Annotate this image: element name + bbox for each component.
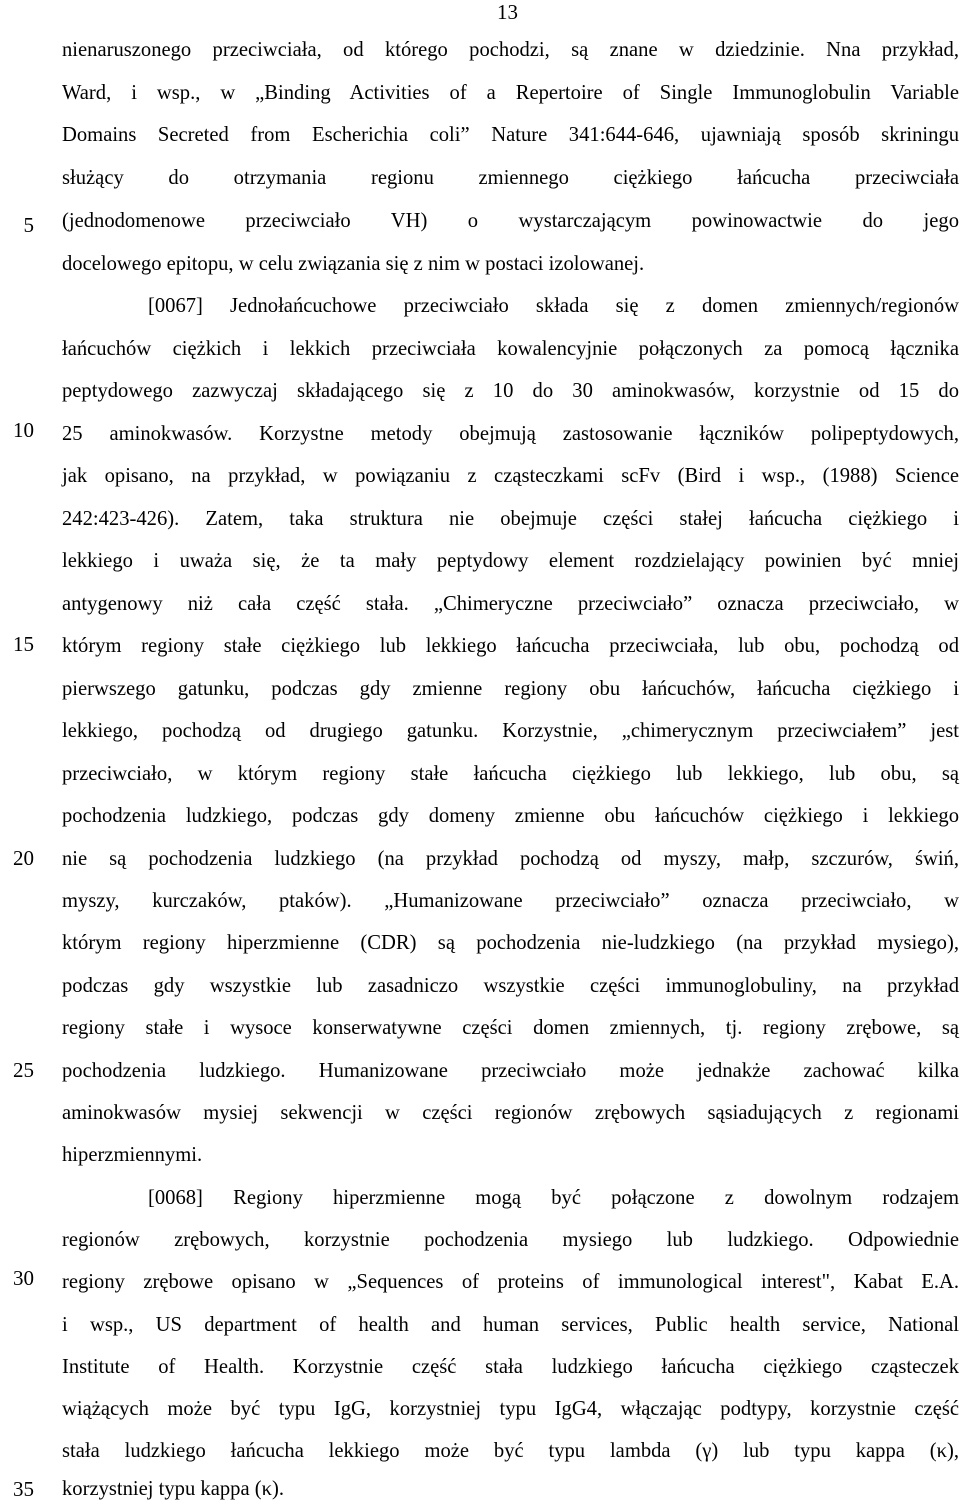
text-line: i wsp., US department of health and human services, Public health service, National xyxy=(62,1314,959,1336)
line-number: 25 xyxy=(13,1058,34,1082)
text-line: myszy, kurczaków, ptaków). „Humanizowane przeciwciało” oznacza przeciwciało, w xyxy=(62,890,959,912)
line-number: 5 xyxy=(23,213,34,237)
text-line: stała ludzkiego łańcucha lekkiego może być typu lambda (γ) lub typu kappa (κ), xyxy=(62,1440,959,1462)
text-line: lekkiego i uważa się, że ta mały peptydowy element rozdzielający powinien być mniej xyxy=(62,550,959,572)
paragraph-0068-start: [0068] Regiony hiperzmienne mogą być połączone z dowolnym rodzajem xyxy=(148,1187,959,1209)
text-line: 25 aminokwasów. Korzystne metody obejmują zastosowanie łączników polipeptydowych, xyxy=(62,423,959,445)
text-line: Domains Secreted from Escherichia coli” Nature 341:644-646, ujawniają sposób skriningu xyxy=(62,124,959,146)
text-line: którym regiony stałe ciężkiego lub lekkiego łańcucha przeciwciała, lub obu, pochodzą od xyxy=(62,635,959,657)
text-line: aminokwasów mysiej sekwencji w części regionów zrębowych sąsiadujących z regionami xyxy=(62,1102,959,1124)
text-line: pochodzenia ludzkiego, podczas gdy domeny zmienne obu łańcuchów ciężkiego i lekkiego xyxy=(62,805,959,827)
text-line: korzystniej typu kappa (κ). xyxy=(62,1478,284,1500)
text-line: nie są pochodzenia ludzkiego (na przykład pochodzą od myszy, małp, szczurów, świń, xyxy=(62,848,959,870)
line-number: 35 xyxy=(13,1477,34,1501)
text-line: Ward, i wsp., w „Binding Activities of a Repertoire of Single Immunoglobulin Variable xyxy=(62,82,959,104)
page-number: 13 xyxy=(497,0,518,24)
text-line: podczas gdy wszystkie lub zasadniczo wszystkie części immunoglobuliny, na przykład xyxy=(62,975,959,997)
text-line: peptydowego zazwyczaj składającego się z 10 do 30 aminokwasów, korzystnie od 15 do xyxy=(62,380,959,402)
line-number-margin xyxy=(0,0,40,1505)
text-line: regionów zrębowych, korzystnie pochodzenia mysiego lub ludzkiego. Odpowiednie xyxy=(62,1229,959,1251)
line-number: 15 xyxy=(13,632,34,656)
line-number: 30 xyxy=(13,1266,34,1290)
text-line: jak opisano, na przykład, w powiązaniu z cząsteczkami scFv (Bird i wsp., (1988) Science xyxy=(62,465,959,487)
text-line: hiperzmiennymi. xyxy=(62,1144,203,1166)
text-line: Institute of Health. Korzystnie część stała ludzkiego łańcucha ciężkiego cząsteczek xyxy=(62,1356,959,1378)
text-line: nienaruszonego przeciwciała, od którego pochodzi, są znane w dziedzinie. Nna przykład, xyxy=(62,39,959,61)
text-line: służący do otrzymania regionu zmiennego ciężkiego łańcucha przeciwciała xyxy=(62,167,959,189)
text-line: antygenowy niż cała część stała. „Chimeryczne przeciwciało” oznacza przeciwciało, w xyxy=(62,593,959,615)
text-line: wiążących może być typu IgG, korzystniej typu IgG4, włączając podtypy, korzystnie część xyxy=(62,1398,959,1420)
line-number: 10 xyxy=(13,418,34,442)
text-line: docelowego epitopu, w celu związania się z nim w postaci izolowanej. xyxy=(62,253,645,275)
text-line: pochodzenia ludzkiego. Humanizowane przeciwciało może jednakże zachować kilka xyxy=(62,1060,959,1082)
text-line: lekkiego, pochodzą od drugiego gatunku. Korzystnie, „chimerycznym przeciwciałem” jest xyxy=(62,720,959,742)
paragraph-0067-start: [0067] Jednołańcuchowe przeciwciało składa się z domen zmiennych/regionów xyxy=(148,295,959,317)
text-line: regiony zrębowe opisano w „Sequences of proteins of immunological interest", Kabat E.A. xyxy=(62,1271,959,1293)
text-line: którym regiony hiperzmienne (CDR) są pochodzenia nie-ludzkiego (na przykład mysiego), xyxy=(62,932,959,954)
text-line: regiony stałe i wysoce konserwatywne części domen zmiennych, tj. regiony zrębowe, są xyxy=(62,1017,959,1039)
text-line: pierwszego gatunku, podczas gdy zmienne regiony obu łańcuchów, łańcucha ciężkiego i xyxy=(62,678,959,700)
text-line: przeciwciało, w którym regiony stałe łańcucha ciężkiego lub lekkiego, lub obu, są xyxy=(62,763,959,785)
text-line: (jednodomenowe przeciwciało VH) o wystarczającym powinowactwie do jego xyxy=(62,210,959,232)
line-number: 20 xyxy=(13,846,34,870)
text-line: 242:423-426). Zatem, taka struktura nie obejmuje części stałej łańcucha ciężkiego i xyxy=(62,508,959,530)
text-line: łańcuchów ciężkich i lekkich przeciwciała kowalencyjnie połączonych za pomocą łącznika xyxy=(62,338,959,360)
